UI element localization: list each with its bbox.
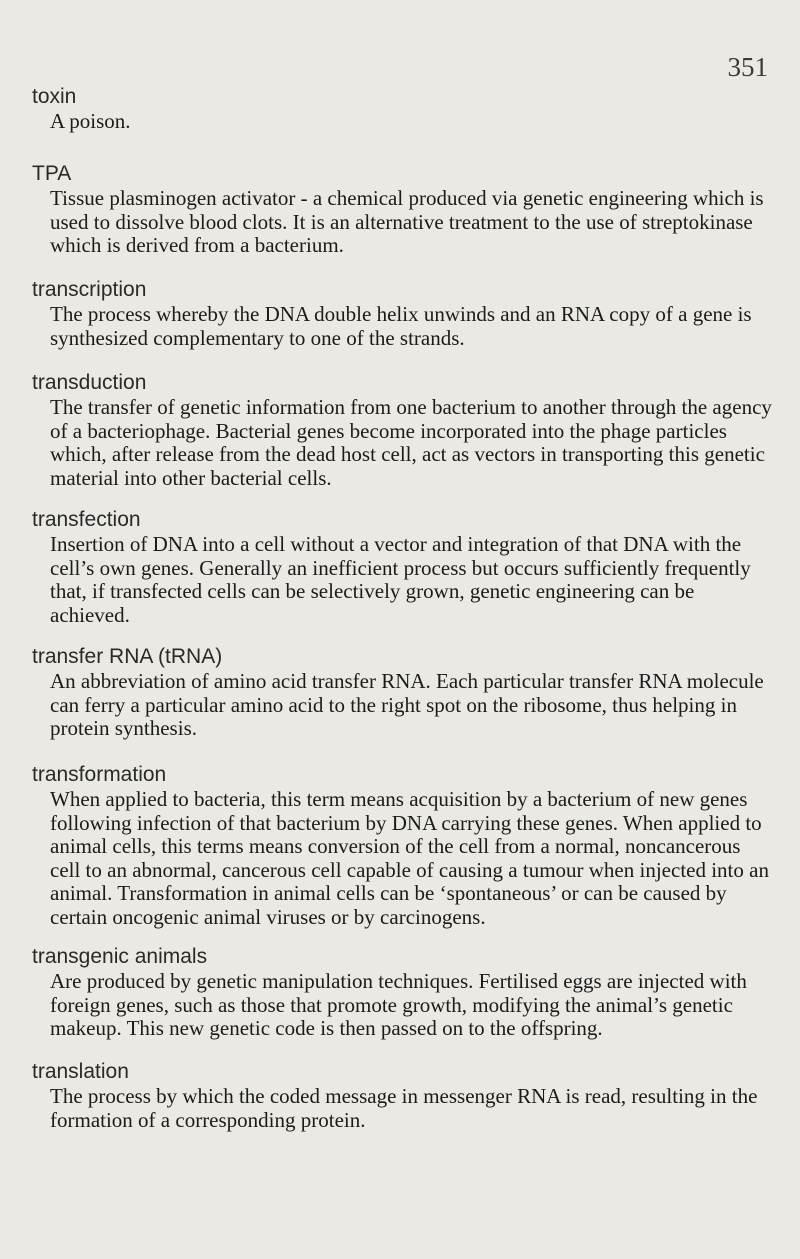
glossary-entry-toxin — [32, 84, 772, 161]
entry-definition: A poison. — [50, 109, 131, 133]
entry-definition: The process whereby the DNA double helix unwinds and an RNA copy of a gene is synthesized complementary to one of the strands. — [50, 302, 752, 350]
glossary-entry-transgenic-animals — [32, 944, 772, 1059]
glossary-entry-transfer-rna — [32, 644, 772, 762]
glossary-entry-transduction — [32, 370, 772, 507]
entry-definition: The transfer of genetic information from one bacterium to another through the agency of a bacteriophage. Bacterial genes become incorporated into the phage particles which, after release from the dead host cell, act as vectors in transporting this genetic material into other bacterial cells. — [50, 395, 772, 490]
glossary-entry-transfection — [32, 507, 772, 644]
entry-term: transfection — [32, 508, 141, 531]
glossary-entries — [32, 84, 772, 1132]
entry-definition: Are produced by genetic manipulation techniques. Fertilised eggs are injected with foreign genes, such as those that promote growth, modifying the animal’s genetic makeup. This new genetic code is then passed on to the offspring. — [50, 969, 747, 1040]
entry-term: transcription — [32, 278, 147, 301]
entry-term: transformation — [32, 763, 167, 786]
glossary-entry-transcription — [32, 277, 772, 370]
entry-term: transfer RNA (tRNA) — [32, 645, 223, 668]
entry-definition: The process by which the coded message in messenger RNA is read, resulting in the formation of a corresponding protein. — [50, 1084, 758, 1132]
page-number: 351 — [727, 52, 768, 82]
entry-definition: Tissue plasminogen activator - a chemical produced via genetic engineering which is used to dissolve blood clots. It is an alternative treatment to the use of streptokinase which is derived from a bacterium. — [50, 186, 764, 257]
entry-definition: Insertion of DNA into a cell without a vector and integration of that DNA with the cell’s own genes. Generally an inefficient process but occurs sufficiently frequently that, if transfected cells can be selectively grown, genetic engineering can be achieved. — [50, 532, 751, 627]
glossary-entry-translation — [32, 1059, 772, 1132]
entry-definition: When applied to bacteria, this term means acquisition by a bacterium of new genes following infection of that bacterium by DNA carrying these genes. When applied to animal cells, this terms means conversion of the cell from a normal, noncancerous cell to an abnormal, cancerous cell capable of causing a tumour when injected into an animal. Transformation in animal cells can be ‘spontaneous’ or can be caused by certain oncogenic animal viruses or by carcinogens. — [50, 787, 769, 929]
entry-term: transduction — [32, 371, 147, 394]
entry-term: toxin — [32, 85, 77, 108]
entry-term: TPA — [32, 162, 72, 185]
glossary-entry-tpa — [32, 161, 772, 277]
entry-definition: An abbreviation of amino acid transfer RNA. Each particular transfer RNA molecule can ferry a particular amino acid to the right spot on the ribosome, thus helping in protein synthesis. — [50, 669, 764, 740]
entry-term: transgenic animals — [32, 945, 208, 968]
glossary-entry-transformation — [32, 762, 772, 944]
entry-term: translation — [32, 1060, 129, 1083]
